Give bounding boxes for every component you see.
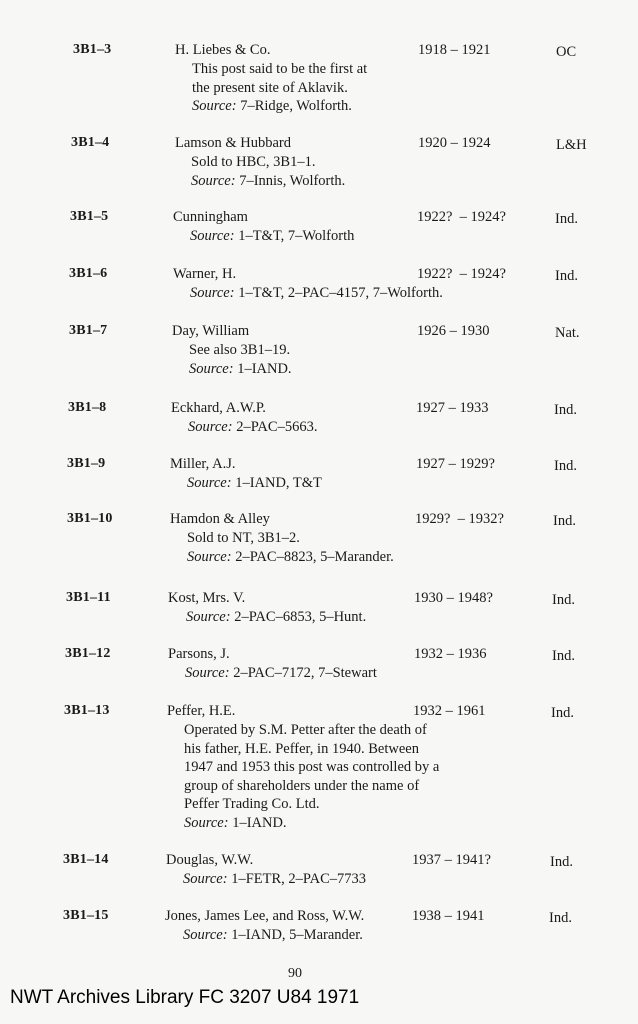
source-text: 1–T&T, 2–PAC–4157, 7–Wolforth. — [234, 285, 443, 301]
source-line — [191, 172, 345, 191]
note-line: his father, H.E. Peffer, in 1940. Between — [184, 740, 419, 757]
source-line — [186, 608, 366, 627]
post-type: Ind. — [555, 268, 578, 284]
post-dates: 1937 – 1941? — [412, 852, 491, 868]
post-type: Ind. — [555, 211, 578, 227]
source-label: Source: — [190, 285, 235, 301]
note-line: Operated by S.M. Petter after the death of — [184, 722, 427, 738]
post-notes — [187, 474, 322, 493]
post-name: Jones, James Lee, and Ross, W.W. — [165, 908, 365, 924]
post-name: Douglas, W.W. — [166, 852, 254, 868]
source-text: 2–PAC–8823, 5–Marander. — [231, 548, 394, 565]
source-line — [187, 474, 322, 493]
note-line: This post said to be the first at — [192, 61, 368, 77]
source-text: 2–PAC–7172, 7–Stewart — [229, 665, 377, 681]
source-text: 1–FETR, 2–PAC–7733 — [227, 871, 367, 887]
post-code: 3B1–3 — [73, 42, 112, 57]
post-dates: 1938 – 1941 — [412, 908, 485, 924]
post-dates: 1922? – 1924? — [417, 266, 506, 282]
post-type: Ind. — [554, 402, 577, 418]
post-dates: 1927 – 1929? — [416, 456, 495, 472]
source-label: Source: — [186, 609, 231, 625]
post-notes — [191, 153, 345, 190]
post-code: 3B1–15 — [63, 908, 109, 923]
post-type: Ind. — [549, 910, 572, 926]
source-label: Source: — [190, 228, 235, 244]
source-line — [183, 870, 366, 889]
source-text: 7–Ridge, Wolforth. — [236, 98, 352, 115]
source-text: 2–PAC–5663. — [232, 419, 318, 435]
post-dates: 1922? – 1924? — [417, 209, 506, 225]
post-dates: 1930 – 1948? — [414, 590, 493, 606]
note-line: the present site of Aklavik. — [192, 79, 348, 96]
source-line — [183, 926, 363, 945]
post-dates: 1932 – 1961 — [413, 703, 486, 719]
source-line — [192, 97, 367, 116]
post-notes — [188, 418, 317, 437]
page-number: 90 — [288, 966, 302, 981]
post-code: 3B1–7 — [69, 323, 108, 338]
post-type: Ind. — [551, 705, 574, 721]
post-type: L&H — [556, 137, 587, 153]
post-notes — [186, 608, 366, 627]
post-code: 3B1–8 — [68, 400, 107, 415]
post-dates: 1920 – 1924 — [418, 135, 491, 151]
post-type: Ind. — [553, 513, 576, 529]
source-label: Source: — [191, 172, 236, 189]
post-dates: 1932 – 1936 — [414, 646, 487, 662]
note-line: See also 3B1–19. — [189, 342, 291, 358]
note-line: Sold to NT, 3B1–2. — [187, 530, 300, 546]
post-type: Ind. — [552, 592, 575, 608]
post-code: 3B1–6 — [69, 266, 108, 281]
post-code: 3B1–13 — [64, 703, 110, 718]
post-notes — [184, 721, 439, 833]
note-line: Sold to HBC, 3B1–1. — [191, 154, 316, 170]
post-notes — [190, 284, 443, 303]
post-type: Ind. — [552, 648, 575, 664]
post-code: 3B1–11 — [66, 590, 111, 605]
post-name: Peffer, H.E. — [167, 703, 236, 719]
source-text: 2–PAC–6853, 5–Hunt. — [230, 609, 367, 625]
post-name: H. Liebes & Co. — [175, 42, 271, 58]
source-label: Source: — [189, 360, 234, 377]
source-label: Source: — [183, 871, 228, 887]
post-dates: 1927 – 1933 — [416, 400, 489, 416]
source-line — [184, 814, 439, 833]
source-text: 1–T&T, 7–Wolforth — [234, 228, 355, 244]
source-line — [189, 360, 292, 379]
source-label: Source: — [192, 98, 237, 115]
note-line: Peffer Trading Co. Ltd. — [184, 796, 320, 813]
post-name: Lamson & Hubbard — [175, 135, 291, 151]
post-type: Ind. — [554, 458, 577, 474]
post-code: 3B1–14 — [63, 852, 109, 867]
source-text: 1–IAND, T&T — [231, 475, 322, 491]
source-label: Source: — [187, 548, 232, 565]
source-text: 7–Innis, Wolforth. — [235, 172, 346, 189]
post-name: Day, William — [172, 323, 250, 339]
source-label: Source: — [187, 475, 232, 491]
source-label: Source: — [188, 419, 233, 435]
source-line — [187, 548, 394, 567]
post-notes — [190, 227, 354, 246]
post-dates: 1926 – 1930 — [417, 323, 490, 339]
post-type: OC — [556, 44, 577, 60]
source-text: 1–IAND, 5–Marander. — [227, 927, 363, 943]
post-notes — [189, 341, 292, 378]
post-notes — [192, 60, 367, 116]
post-name: Miller, A.J. — [170, 456, 236, 472]
post-type: Nat. — [555, 325, 580, 341]
archive-footer: NWT Archives Library FC 3207 U84 1971 — [10, 987, 360, 1008]
post-code: 3B1–12 — [65, 646, 111, 661]
post-notes — [185, 664, 377, 683]
post-name: Eckhard, A.W.P. — [171, 400, 266, 416]
post-dates: 1918 – 1921 — [418, 42, 491, 58]
source-text: 1–IAND. — [228, 814, 287, 831]
post-notes — [187, 529, 394, 566]
post-code: 3B1–9 — [67, 456, 106, 471]
post-code: 3B1–4 — [71, 135, 110, 150]
note-line: group of shareholders under the name of — [184, 777, 420, 794]
post-code: 3B1–5 — [70, 209, 109, 224]
source-label: Source: — [183, 927, 228, 943]
post-name: Hamdon & Alley — [170, 511, 270, 527]
post-dates: 1929? – 1932? — [415, 511, 504, 527]
post-type: Ind. — [550, 854, 573, 870]
post-notes — [183, 870, 366, 889]
source-line — [188, 418, 317, 437]
post-name: Kost, Mrs. V. — [168, 590, 246, 606]
source-line — [190, 284, 443, 303]
source-label: Source: — [184, 814, 229, 831]
source-text: 1–IAND. — [233, 360, 292, 377]
post-code: 3B1–10 — [67, 511, 113, 526]
source-label: Source: — [185, 665, 230, 681]
post-notes — [183, 926, 363, 945]
post-name: Parsons, J. — [168, 646, 230, 662]
note-line: 1947 and 1953 this post was controlled by a — [184, 759, 440, 776]
post-name: Warner, H. — [173, 266, 237, 282]
source-line — [190, 227, 354, 246]
post-name: Cunningham — [173, 209, 248, 225]
source-line — [185, 664, 377, 683]
